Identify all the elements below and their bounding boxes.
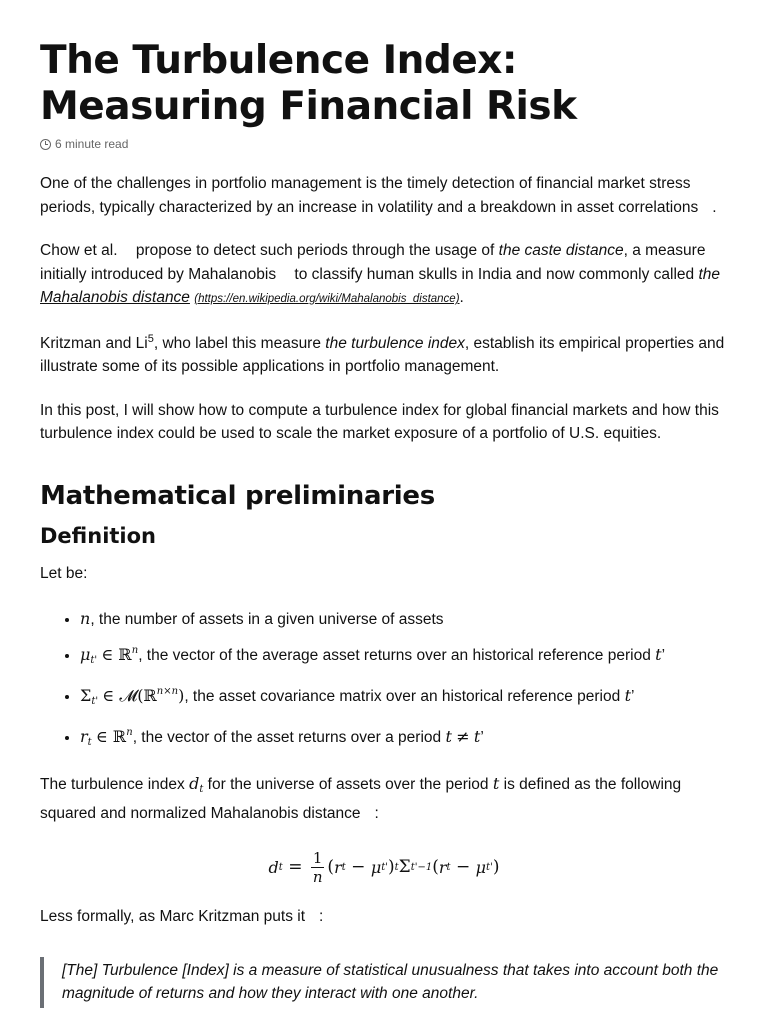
definition-paragraph: The turbulence index $d_t$ for the universe of assets over the period t is defined as the following squared and normalized Mahalanobis distance : <box>40 774 682 822</box>
list-item: • $\Sigma_{t'}$ ∈ 𝓜(ℝ$^{n\times n}$), the asset covariance matrix over an historical reference period t’ <box>80 676 728 717</box>
intro-text-1-end: . <box>712 198 717 216</box>
definition-list <box>40 603 728 758</box>
intro-text-2-end: . <box>459 289 464 306</box>
section-heading: Mathematical preliminaries <box>40 480 435 511</box>
let-be-text: Let be: <box>40 564 88 582</box>
intro-paragraph-4: In this post, I will show how to compute a turbulence index for global financial markets and how this turbulence index could be used to scale the market exposure of a portfolio of U.S. equities. <box>40 401 719 442</box>
mahalanobis-url[interactable]: (https://en.wikipedia.org/wiki/Mahalanobis_distance) <box>194 293 460 305</box>
mahalanobis-link[interactable]: Mahalanobis distance <box>40 289 190 306</box>
kritzman-citation: Kritzman and Li <box>40 334 148 352</box>
read-time: 6 minute read <box>55 137 129 151</box>
caste-distance-term: the caste distance <box>498 242 624 259</box>
intro-text-2d: to classify human skulls in India and now commonly called <box>294 265 695 283</box>
intro-text-2c: , a measure initially introduced by Mahalanobis <box>40 242 706 283</box>
intro-text-3c: , establish its empirical properties and illustrate some of its possible applications in portfolio management. <box>40 334 725 375</box>
clock-icon <box>40 139 51 150</box>
page-title: The Turbulence Index: Measuring Financial Risk <box>40 38 577 129</box>
turbulence-formula: d t = $\frac{1}{n}$ ( r t − μ t' ) t Σ t' −1 ( r t − μ t' ) <box>268 848 500 886</box>
kritzman-quote: [The] Turbulence [Index] is a measure of statistical unusualness that takes into account both the magnitude of returns and how they interact with one another. <box>40 957 728 1008</box>
list-item: • $r_t$ ∈ ℝ$^n$, the vector of the asset returns over a period t ≠ t’ <box>80 717 728 758</box>
intro-text-1: One of the challenges in portfolio management is the timely detection of financial market stress periods, typically characterized by an increase in volatility and a breakdown in asset correlations <box>40 175 699 216</box>
subsection-heading: Definition <box>40 523 157 548</box>
informal-paragraph: Less formally, as Marc Kritzman puts it : <box>40 908 324 925</box>
read-time-meta <box>40 136 728 152</box>
intro-paragraph-1 <box>40 172 728 219</box>
turbulence-index-term: the turbulence index <box>325 334 465 352</box>
list-item: • $\mu_{t'}$ ∈ ℝ$^n$, the vector of the average asset returns over an historical reference period t’ <box>80 635 728 676</box>
chow-citation: Chow et al. <box>40 242 118 259</box>
list-item: • n, the number of assets in a given universe of assets <box>80 603 728 635</box>
intro-text-3b: , who label this measure <box>153 334 321 352</box>
intro-paragraph-2 <box>40 239 728 312</box>
intro-text-2b: propose to detect such periods through the usage of <box>135 242 495 259</box>
footnote-ref-5[interactable]: 5 <box>147 332 154 345</box>
intro-paragraph-3 <box>40 332 728 379</box>
the-term: the <box>698 265 721 283</box>
